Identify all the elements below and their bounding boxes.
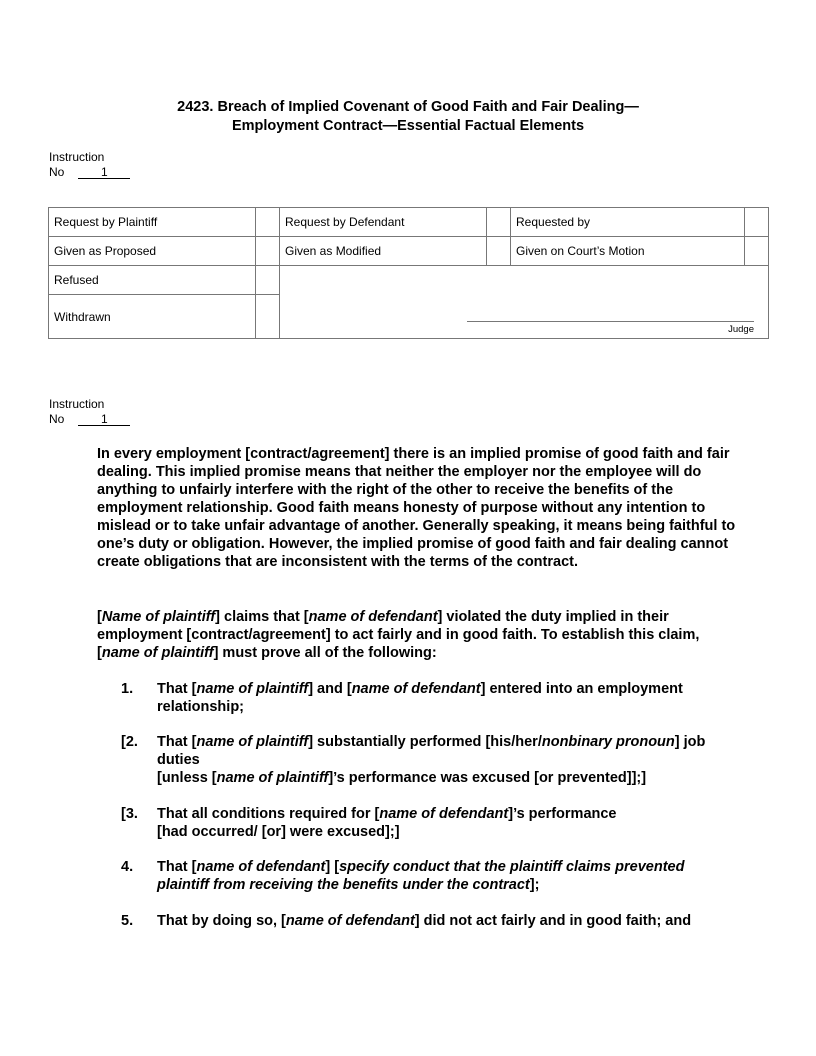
item-4-conduct: specify conduct that the plaintiff claims prevented plaintiff from receiving the benefits under the contract bbox=[157, 859, 685, 893]
item-number: [2. bbox=[121, 734, 138, 750]
p2-mid1: ] claims that [ bbox=[215, 609, 309, 625]
item-5-a: That by doing so, [ bbox=[157, 913, 286, 929]
item-1-defendant: name of defendant bbox=[351, 681, 481, 697]
request-by-plaintiff-checkbox[interactable] bbox=[256, 208, 280, 237]
instruction-number-2: 1 bbox=[78, 413, 130, 426]
item-number: 1. bbox=[121, 681, 134, 697]
judge-signature-area bbox=[280, 266, 769, 339]
given-as-modified-checkbox[interactable] bbox=[487, 237, 511, 266]
item-2-a: That [ bbox=[157, 734, 197, 750]
given-as-proposed-checkbox[interactable] bbox=[256, 237, 280, 266]
given-on-courts-motion-checkbox[interactable] bbox=[745, 237, 769, 266]
given-on-courts-motion-label: Given on Court’s Motion bbox=[511, 237, 745, 266]
paragraph-1-text: In every employment [contract/agreement] there is an implied promise of good faith and fair dealing. This implied promise means that neither the employer nor the employee will do anything to unfairly interfere with the right of the other to receive the benefits of the employment relationship. Good faith means honesty of purpose without any intention to mislead or to take unfair advantage of another. Generally speaking, it means being faithful to one’s duty or obligation. However, the implied promise of good faith and fair dealing cannot create obligations that are inconsistent with the terms of the contract. bbox=[97, 446, 736, 570]
instruction-label: Instruction bbox=[49, 150, 105, 164]
given-as-modified-label: Given as Modified bbox=[280, 237, 487, 266]
item-5-c: ] did not act fairly and in good faith; and bbox=[414, 913, 692, 929]
refused-label: Refused bbox=[49, 266, 256, 295]
item-4-a: That [ bbox=[157, 859, 197, 875]
request-by-defendant-label: Request by Defendant bbox=[280, 208, 487, 237]
item-2-pronoun: nonbinary pronoun bbox=[541, 734, 675, 750]
instruction-no-label: No bbox=[49, 164, 65, 179]
judge-label: Judge bbox=[728, 324, 754, 335]
refused-checkbox[interactable] bbox=[256, 266, 280, 295]
paragraph-implied-promise bbox=[97, 445, 737, 571]
item-2-e: ] job duties bbox=[157, 734, 706, 768]
item-5-defendant: name of defendant bbox=[285, 913, 415, 929]
item-4-defendant: name of defendant bbox=[196, 859, 326, 875]
request-table bbox=[48, 207, 769, 339]
item-2-plaintiff: name of plaintiff bbox=[196, 734, 309, 750]
item-1-plaintiff: name of plaintiff bbox=[196, 681, 309, 697]
requested-by-label: Requested by bbox=[511, 208, 745, 237]
item-number: 5. bbox=[121, 913, 134, 929]
item-3-d: [had occurred/ [or] were excused];] bbox=[157, 824, 400, 840]
item-number: [3. bbox=[121, 806, 138, 822]
request-by-plaintiff-label: Request by Plaintiff bbox=[49, 208, 256, 237]
requested-by-checkbox[interactable] bbox=[745, 208, 769, 237]
judge-signature-line[interactable] bbox=[467, 321, 754, 322]
item-4-c: ] [ bbox=[325, 859, 340, 875]
item-2-c: ] substantially performed [his/her/ bbox=[308, 734, 542, 750]
request-by-defendant-checkbox[interactable] bbox=[487, 208, 511, 237]
item-1-e: ] entered into an employment relationship; bbox=[157, 681, 683, 715]
p2-mid2: ] violated the duty implied in their employment [contract/agreement] to act fairly and in good faith. To establish this claim, [ bbox=[97, 609, 700, 661]
document-title bbox=[0, 98, 816, 136]
instruction-number-block-2 bbox=[49, 397, 130, 426]
instruction-no-label-2: No bbox=[49, 411, 65, 426]
item-4-e: ]; bbox=[529, 877, 540, 893]
item-number: 4. bbox=[121, 859, 134, 875]
paragraph-claim bbox=[97, 608, 737, 662]
title-line-1: 2423. Breach of Implied Covenant of Good Faith and Fair Dealing— bbox=[177, 99, 639, 115]
p2-plaintiff-placeholder: Name of plaintiff bbox=[101, 609, 216, 625]
title-line-2: Employment Contract—Essential Factual Elements bbox=[231, 118, 585, 134]
p2-open: [ bbox=[97, 609, 102, 625]
p2-end: ] must prove all of the following: bbox=[213, 645, 437, 661]
item-1-c: ] and [ bbox=[308, 681, 352, 697]
p2-plaintiff-placeholder-2: name of plaintiff bbox=[101, 645, 214, 661]
item-2-f: [unless [ bbox=[157, 770, 217, 786]
item-3-c: ]’s performance bbox=[508, 806, 617, 822]
item-3-defendant: name of defendant bbox=[379, 806, 509, 822]
instruction-number: 1 bbox=[78, 166, 130, 179]
instruction-label-2: Instruction bbox=[49, 397, 105, 411]
item-2-h: ]’s performance was excused [or prevented]];] bbox=[328, 770, 647, 786]
item-3-a: That all conditions required for [ bbox=[157, 806, 380, 822]
instruction-number-block bbox=[49, 150, 130, 179]
given-as-proposed-label: Given as Proposed bbox=[49, 237, 256, 266]
item-1-a: That [ bbox=[157, 681, 197, 697]
item-2-plaintiff-2: name of plaintiff bbox=[216, 770, 329, 786]
withdrawn-label: Withdrawn bbox=[49, 295, 256, 339]
withdrawn-checkbox[interactable] bbox=[256, 295, 280, 339]
p2-defendant-placeholder: name of defendant bbox=[308, 609, 438, 625]
